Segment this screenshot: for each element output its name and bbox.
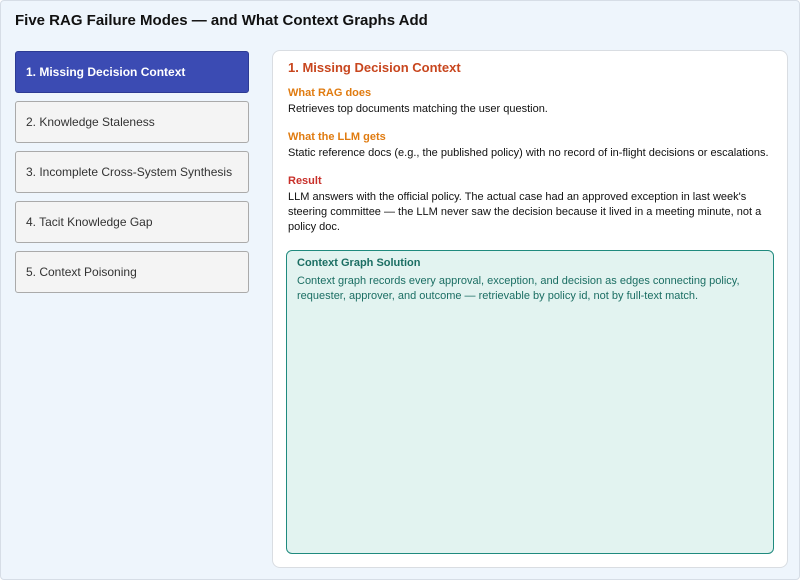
failure-mode-nav	[15, 51, 249, 301]
nav-item-incomplete-cross-system-synthesis[interactable]	[15, 151, 249, 193]
nav-item-label: 1. Missing Decision Context	[26, 65, 186, 79]
what-llm-gets-heading: What the LLM gets	[288, 131, 386, 143]
nav-item-tacit-knowledge-gap[interactable]	[15, 201, 249, 243]
what-llm-gets-text: Static reference docs (e.g., the published policy) with no record of in-flight decisions or escalations.	[288, 147, 769, 159]
result-heading: Result	[288, 175, 322, 187]
detail-title: 1. Missing Decision Context	[288, 60, 461, 75]
nav-item-missing-decision-context[interactable]	[15, 51, 249, 93]
what-rag-does-text: Retrieves top documents matching the user question.	[288, 103, 548, 115]
nav-item-knowledge-staleness[interactable]	[15, 101, 249, 143]
page-title: Five RAG Failure Modes — and What Context Graphs Add	[15, 12, 428, 29]
nav-item-label: 2. Knowledge Staleness	[26, 115, 155, 129]
detail-panel	[272, 50, 788, 568]
nav-item-label: 5. Context Poisoning	[26, 265, 137, 279]
result-section	[288, 174, 774, 235]
solution-text: Context graph records every approval, exception, and decision as edges connecting policy, requester, approver, and outcome — retrievable by policy id, not by full-text match.	[297, 275, 740, 302]
nav-item-label: 4. Tacit Knowledge Gap	[26, 215, 153, 229]
nav-item-label: 3. Incomplete Cross-System Synthesis	[26, 165, 233, 179]
solution-heading: Context Graph Solution	[297, 257, 421, 269]
what-rag-does-heading: What RAG does	[288, 87, 372, 99]
nav-item-context-poisoning[interactable]	[15, 251, 249, 293]
context-graph-solution-box	[286, 250, 774, 554]
what-llm-gets-section	[288, 130, 774, 161]
result-text: LLM answers with the official policy. The actual case had an approved exception in last week's steering committee — the LLM never saw the decision because it lived in a meeting minute, not a policy doc.	[288, 191, 762, 233]
what-rag-does-section	[288, 86, 774, 117]
